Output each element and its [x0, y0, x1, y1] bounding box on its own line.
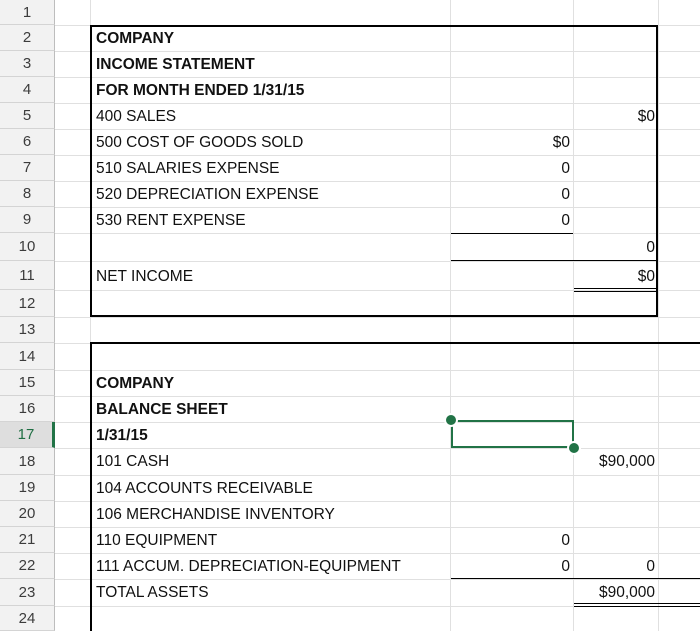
box-border-top	[90, 25, 658, 27]
income-row-value-d[interactable]: 0	[561, 160, 570, 177]
row-header[interactable]: 20	[0, 501, 55, 527]
income-row-label[interactable]: 500 COST OF GOODS SOLD	[96, 134, 304, 151]
row-header[interactable]: 16	[0, 396, 55, 422]
box-border-left	[90, 25, 92, 317]
row-header[interactable]: 18	[0, 448, 55, 475]
underline-rule	[451, 233, 573, 234]
balance-row-value-d[interactable]: 0	[561, 558, 570, 575]
balance-row-label[interactable]: 111 ACCUM. DEPRECIATION-EQUIPMENT	[96, 558, 401, 575]
row-header[interactable]: 22	[0, 553, 55, 579]
double-underline-rule	[574, 288, 656, 292]
balance-row-value-d[interactable]: 0	[561, 532, 570, 549]
balance-row-value-e[interactable]: $90,000	[598, 453, 655, 470]
row-header[interactable]: 15	[0, 370, 55, 396]
row-header[interactable]: 23	[0, 579, 55, 606]
underline-rule	[451, 260, 656, 261]
box-border-right	[656, 25, 658, 317]
income-net-income-label[interactable]: NET INCOME	[96, 268, 194, 285]
income-row-label[interactable]: 400 SALES	[96, 108, 177, 125]
row-header[interactable]: 12	[0, 290, 55, 317]
balance-company-name[interactable]: COMPANY	[96, 375, 175, 392]
selection-handle-bottom-right[interactable]	[567, 441, 581, 455]
row-header[interactable]: 19	[0, 475, 55, 501]
balance-total-assets-value[interactable]: $90,000	[598, 584, 655, 601]
row-header-active[interactable]: 17	[0, 422, 55, 448]
box-border-top	[90, 342, 700, 344]
income-row-label[interactable]: 520 DEPRECIATION EXPENSE	[96, 186, 319, 203]
income-row-value-e[interactable]: 0	[646, 239, 655, 256]
underline-rule	[451, 578, 700, 579]
row-header[interactable]: 3	[0, 51, 55, 77]
income-title[interactable]: INCOME STATEMENT	[96, 56, 255, 73]
balance-row-label[interactable]: 106 MERCHANDISE INVENTORY	[96, 506, 335, 523]
row-header[interactable]: 9	[0, 207, 55, 233]
balance-date[interactable]: 1/31/15	[96, 427, 148, 444]
balance-row-label[interactable]: 110 EQUIPMENT	[96, 532, 218, 549]
balance-title[interactable]: BALANCE SHEET	[96, 401, 228, 418]
income-row-value-d[interactable]: $0	[552, 134, 570, 151]
row-header[interactable]: 7	[0, 155, 55, 181]
row-header[interactable]: 6	[0, 129, 55, 155]
income-row-label[interactable]: 510 SALARIES EXPENSE	[96, 160, 280, 177]
box-border-bottom	[90, 315, 658, 317]
row-header[interactable]: 21	[0, 527, 55, 553]
balance-row-value-e[interactable]: 0	[646, 558, 655, 575]
cell-selection[interactable]	[451, 420, 574, 448]
income-net-income-value[interactable]: $0	[637, 268, 655, 285]
balance-row-label[interactable]: 104 ACCOUNTS RECEIVABLE	[96, 480, 313, 497]
row-header[interactable]: 11	[0, 261, 55, 290]
row-header[interactable]: 14	[0, 343, 55, 370]
row-header[interactable]: 4	[0, 77, 55, 103]
row-header[interactable]: 24	[0, 606, 55, 631]
row-header[interactable]: 1	[0, 0, 55, 25]
balance-total-assets-label[interactable]: TOTAL ASSETS	[96, 584, 209, 601]
income-period[interactable]: FOR MONTH ENDED 1/31/15	[96, 82, 305, 99]
balance-row-label[interactable]: 101 CASH	[96, 453, 170, 470]
gridline	[55, 317, 700, 318]
gridline	[658, 0, 659, 631]
double-underline-rule	[574, 603, 700, 607]
row-header[interactable]: 10	[0, 233, 55, 261]
row-header[interactable]: 13	[0, 317, 55, 343]
row-header[interactable]: 8	[0, 181, 55, 207]
selection-handle-top-left[interactable]	[444, 413, 458, 427]
income-row-value-e[interactable]: $0	[637, 108, 655, 125]
income-row-value-d[interactable]: 0	[561, 212, 570, 229]
box-border-left	[90, 342, 92, 631]
income-row-label[interactable]: 530 RENT EXPENSE	[96, 212, 246, 229]
income-company-name[interactable]: COMPANY	[96, 30, 175, 47]
row-header[interactable]: 2	[0, 25, 55, 51]
income-row-value-d[interactable]: 0	[561, 186, 570, 203]
row-header[interactable]: 5	[0, 103, 55, 129]
gridline	[55, 261, 700, 262]
